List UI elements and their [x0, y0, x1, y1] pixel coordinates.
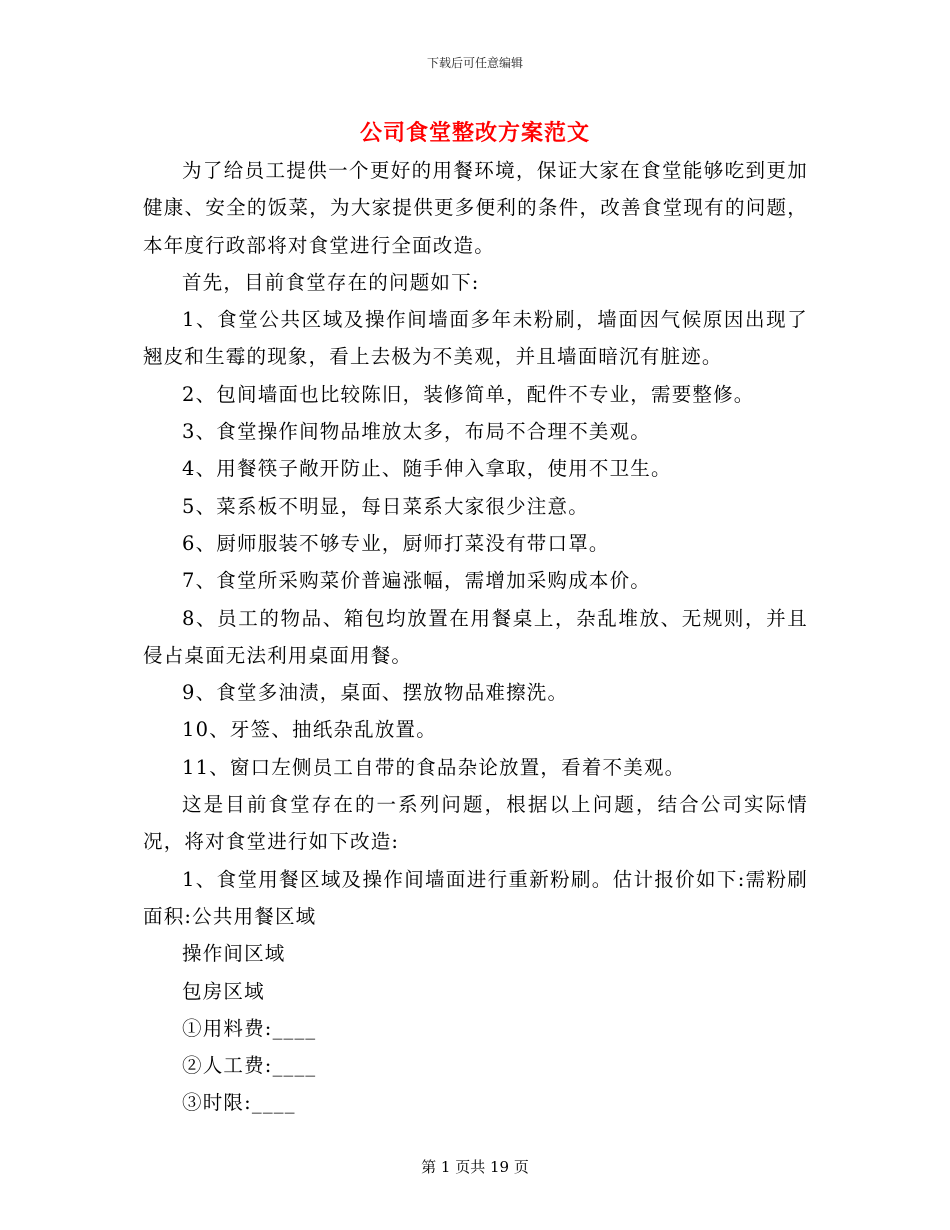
summary-paragraph: 这是目前食堂存在的一系列问题，根据以上问题，结合公司实际情况，将对食堂进行如下改造: [143, 793, 808, 854]
document-body [143, 152, 808, 1122]
problem-item-3: 3、食堂操作间物品堆放太多，布局不合理不美观。 [182, 420, 652, 444]
problem-item-11: 11、窗口左侧员工自带的食品杂论放置，看着不美观。 [182, 755, 686, 779]
document-title: 公司食堂整改方案范文 [359, 120, 590, 146]
cost-labor: ②人工费:____ [182, 1054, 317, 1078]
problem-item-6: 6、厨师服装不够专业，厨师打菜没有带口罩。 [182, 531, 610, 555]
problem-item-2: 2、包间墙面也比较陈旧，装修简单，配件不专业，需要整修。 [182, 382, 755, 406]
cost-time-limit: ③时限:____ [182, 1091, 296, 1115]
page-header: 下载后可任意编辑 [426, 56, 523, 70]
area-operation-room: 操作间区域 [182, 942, 286, 966]
problem-item-1: 1、食堂公共区域及操作间墙面多年未粉刷，墙面因气候原因出现了翘皮和生霉的现象，看上去极为不美观，并且墙面暗沉有脏迹。 [143, 308, 808, 369]
problem-item-4: 4、用餐筷子敞开防止、随手伸入拿取，使用不卫生。 [182, 457, 672, 481]
page-footer: 第 1 页共 19 页 [421, 1158, 529, 1176]
problem-item-10: 10、牙签、抽纸杂乱放置。 [182, 718, 437, 742]
problem-item-9: 9、食堂多油渍，桌面、摆放物品难擦洗。 [182, 681, 569, 705]
problems-heading: 首先，目前食堂存在的问题如下: [182, 270, 480, 294]
cost-material: ①用料费:____ [182, 1016, 317, 1040]
problem-item-8: 8、员工的物品、箱包均放置在用餐桌上，杂乱堆放、无规则，并且侵占桌面无法利用桌面用餐。 [143, 606, 808, 667]
problem-item-7: 7、食堂所采购菜价普遍涨幅，需增加采购成本价。 [182, 569, 652, 593]
problem-item-5: 5、菜系板不明显，每日菜系大家很少注意。 [182, 494, 589, 518]
intro-paragraph: 为了给员工提供一个更好的用餐环境，保证大家在食堂能够吃到更加健康、安全的饭菜，为大家提供更多便利的条件，改善食堂现有的问题，本年度行政部将对食堂进行全面改造。 [143, 159, 808, 257]
plan-item-1: 1、食堂用餐区域及操作间墙面进行重新粉刷。估计报价如下:需粉刷面积:公共用餐区域 [143, 867, 808, 928]
area-private-room: 包房区域 [182, 979, 265, 1003]
